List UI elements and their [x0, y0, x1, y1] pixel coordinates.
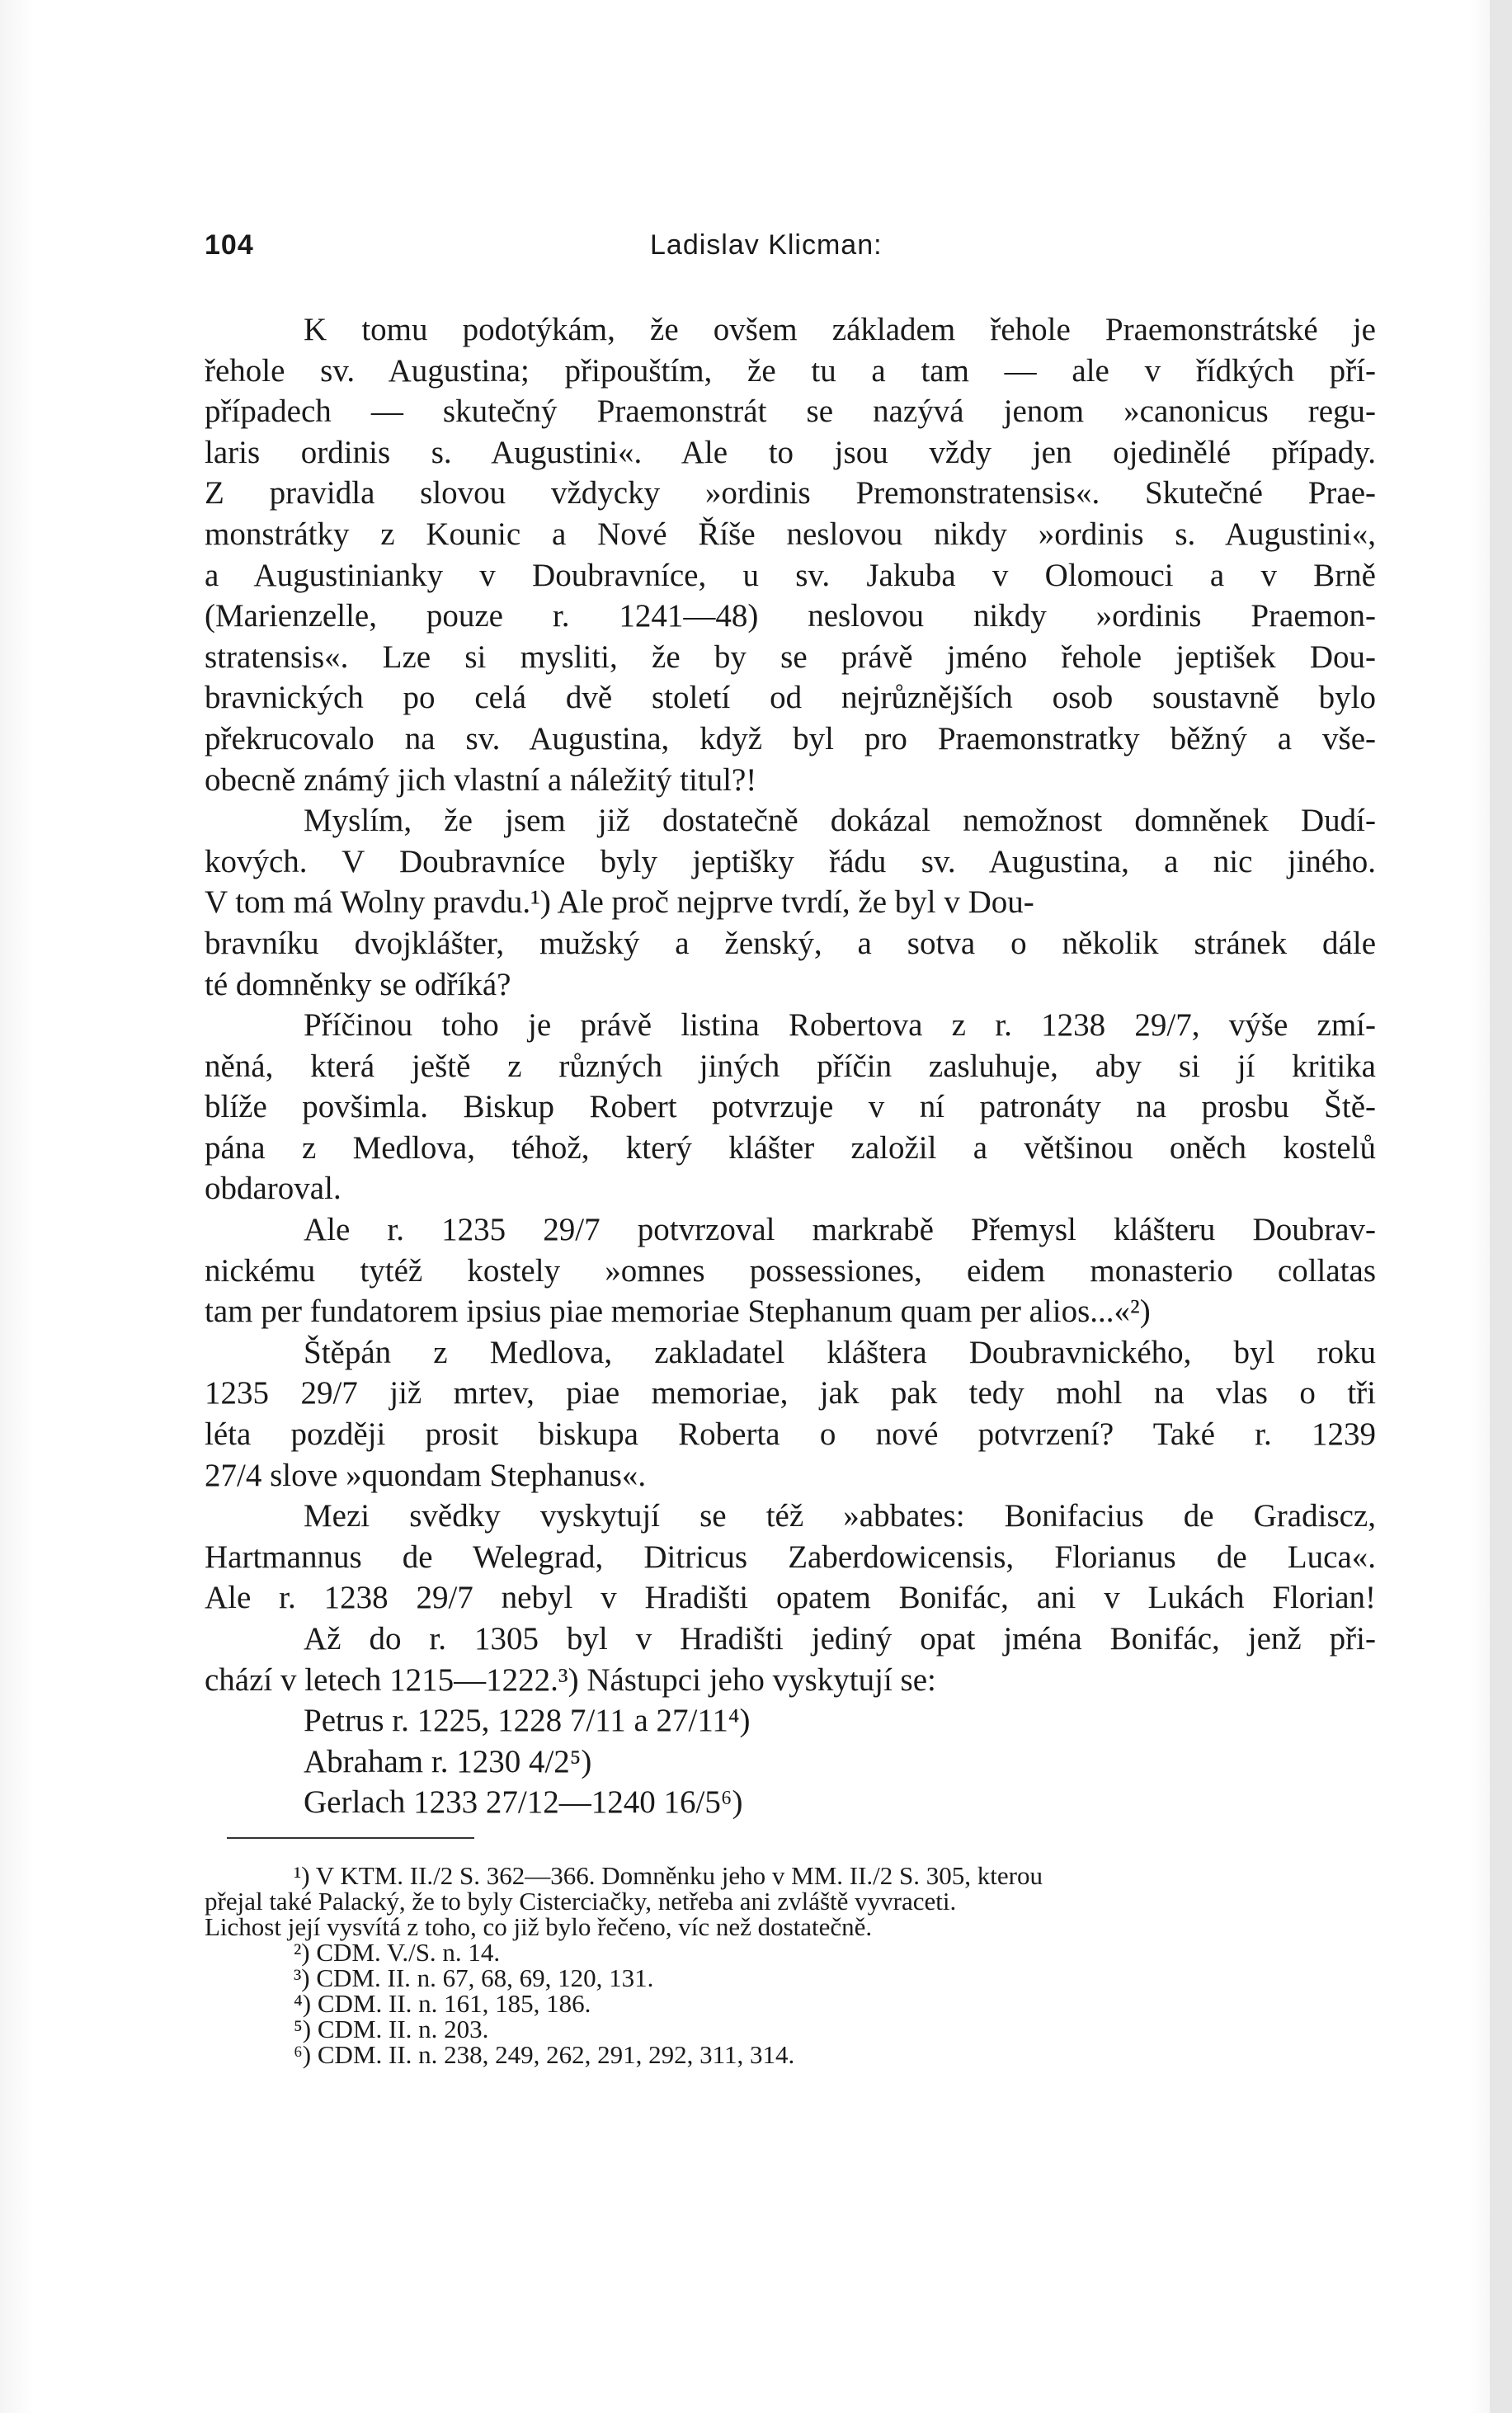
body-text [205, 309, 1376, 1823]
text-line [205, 1700, 1376, 1741]
text-line: Ale r. 1235 29/7 potvrzoval markrabě Přemysl klášteru Doubrav- [304, 1212, 1376, 1248]
footnote-divider [227, 1837, 474, 1839]
text-line: Myslím, že jsem již dostatečně dokázal nemožnost domněnek Dudí- [304, 803, 1376, 839]
running-title: Ladislav Klicman: [650, 229, 883, 261]
text-segment: Abraham r. 1230 4/2 [304, 1743, 570, 1779]
text-segment: chází v letech 1215—1222. [205, 1661, 558, 1698]
text-line: překrucovalo na sv. Augustina, když byl pro Praemonstratky běžný a vše- [205, 720, 1376, 756]
footnote-ref[interactable]: ⁴) [728, 1703, 751, 1739]
text-line: 27/4 slove »quondam Stephanus«. [205, 1457, 647, 1493]
footnote-line: ⁶) CDM. II. n. 238, 249, 262, 291, 292, 311, 314. [294, 2040, 795, 2069]
footnote-line: Lichost její vysvítá z toho, co již bylo řečeno, víc než dostatečně. [205, 1912, 873, 1941]
text-segment: Nástupci jeho vyskytují se: [578, 1661, 936, 1698]
footnote-line: přejal také Palacký, že to byly Cisterciačky, netřeba ani zvláště vyvraceti. [205, 1887, 957, 1916]
text-line: něná, která ještě z různých jiných příčin zasluhuje, aby si jí kritika [205, 1048, 1376, 1084]
footnote-line: ⁵) CDM. II. n. 203. [294, 2015, 489, 2043]
text-line [205, 1291, 1376, 1332]
text-line: Příčinou toho je právě listina Robertova z r. 1238 29/7, výše zmí- [304, 1007, 1376, 1044]
text-line [205, 1782, 1376, 1823]
text-line: laris ordinis s. Augustini«. Ale to jsou vždy jen ojedinělé případy. [205, 434, 1376, 470]
footnote-line: ²) CDM. V./S. n. 14. [294, 1938, 501, 1967]
text-line: pána z Medlova, téhož, který klášter založil a většinou oněch kostelů [205, 1129, 1376, 1166]
footnote-ref[interactable]: ²) [1130, 1294, 1151, 1330]
footnote-ref[interactable]: ³) [558, 1661, 579, 1698]
text-line: kových. V Doubravníce byly jeptišky řádu sv. Augustina, a nic jiného. [205, 843, 1376, 879]
text-line [205, 1741, 1376, 1783]
text-line: blíže povšimla. Biskup Robert potvrzuje v ní patronáty na prosbu Ště- [205, 1089, 1376, 1125]
page-edge-shadow [1490, 0, 1512, 2413]
footnotes [205, 1863, 1376, 2067]
text-line: bravníku dvojklášter, mužský a ženský, a sotva o několik stránek dále [205, 925, 1376, 961]
text-line: léta později prosit biskupa Roberta o nové potvrzení? Také r. 1239 [205, 1416, 1376, 1453]
text-line [205, 882, 1376, 923]
text-line: (Marienzelle, pouze r. 1241—48) neslovou nikdy »ordinis Praemon- [205, 598, 1376, 634]
text-segment: tam per fundatorem ipsius piae memoriae Stephanum quam per alios...« [205, 1294, 1131, 1330]
footnote-ref[interactable]: ¹) [530, 884, 551, 921]
text-segment: Gerlach 1233 27/12—1240 16/5 [304, 1784, 721, 1821]
page-header [205, 229, 1376, 279]
footnote-line: ¹) V KTM. II./2 S. 362—366. Domněnku jeho v MM. II./2 S. 305, kterou [294, 1861, 1043, 1890]
text-line: K tomu podotýkám, že ovšem základem řehole Praemonstrátské je [304, 312, 1376, 347]
text-line: nickému tytéž kostely »omnes possessiones, eidem monasterio collatas [205, 1252, 1376, 1289]
text-line: stratensis«. Lze si mysliti, že by se právě jméno řehole jeptišek Dou- [205, 639, 1376, 675]
footnote-ref[interactable]: ⁵) [569, 1743, 592, 1779]
page-number: 104 [205, 229, 254, 261]
text-line: monstrátky z Kounic a Nové Říše neslovou nikdy »ordinis s. Augustini«, [205, 516, 1376, 552]
text-line: Z pravidla slovou vždycky »ordinis Premonstratensis«. Skutečné Prae- [205, 475, 1376, 511]
text-line: obdaroval. [205, 1171, 341, 1207]
text-segment: Petrus r. 1225, 1228 7/11 a 27/11 [304, 1703, 728, 1739]
footnote-ref[interactable]: ⁶) [720, 1784, 743, 1821]
text-line: a Augustinianky v Doubravníce, u sv. Jakuba v Olomouci a v Brně [205, 557, 1376, 593]
text-line [205, 1660, 1376, 1701]
text-line: Mezi svědky vyskytují se též »abbates: Bonifacius de Gradiscz, [304, 1498, 1376, 1534]
footnote-line: ³) CDM. II. n. 67, 68, 69, 120, 131. [294, 1963, 654, 1992]
text-line: případech — skutečný Praemonstrát se nazývá jenom »canonicus regu- [205, 394, 1376, 430]
text-line: Štěpán z Medlova, zakladatel kláštera Doubravnického, byl roku [304, 1334, 1376, 1370]
text-line: Až do r. 1305 byl v Hradišti jediný opat jména Bonifác, jenž při- [304, 1621, 1376, 1657]
text-segment: V tom má Wolny pravdu. [205, 884, 531, 921]
text-line: bravnických po celá dvě století od nejrůznějších osob soustavně bylo [205, 680, 1376, 716]
text-line: té domněnky se odříká? [205, 966, 511, 1002]
footnote-line: ⁴) CDM. II. n. 161, 185, 186. [294, 1989, 591, 2018]
text-line: řehole sv. Augustina; připouštím, že tu a tam — ale v řídkých pří- [205, 352, 1376, 389]
text-segment: Ale proč nejprve tvrdí, že byl v Dou- [550, 884, 1034, 921]
text-line: Hartmannus de Welegrad, Ditricus Zaberdowicensis, Florianus de Luca«. [205, 1539, 1376, 1575]
text-line: Ale r. 1238 29/7 nebyl v Hradišti opatem Bonifác, ani v Lukách Florian! [205, 1580, 1376, 1616]
text-line: obecně známý jich vlastní a náležitý titul?! [205, 761, 757, 798]
text-line: 1235 29/7 již mrtev, piae memoriae, jak pak tedy mohl na vlas o tři [205, 1375, 1376, 1412]
